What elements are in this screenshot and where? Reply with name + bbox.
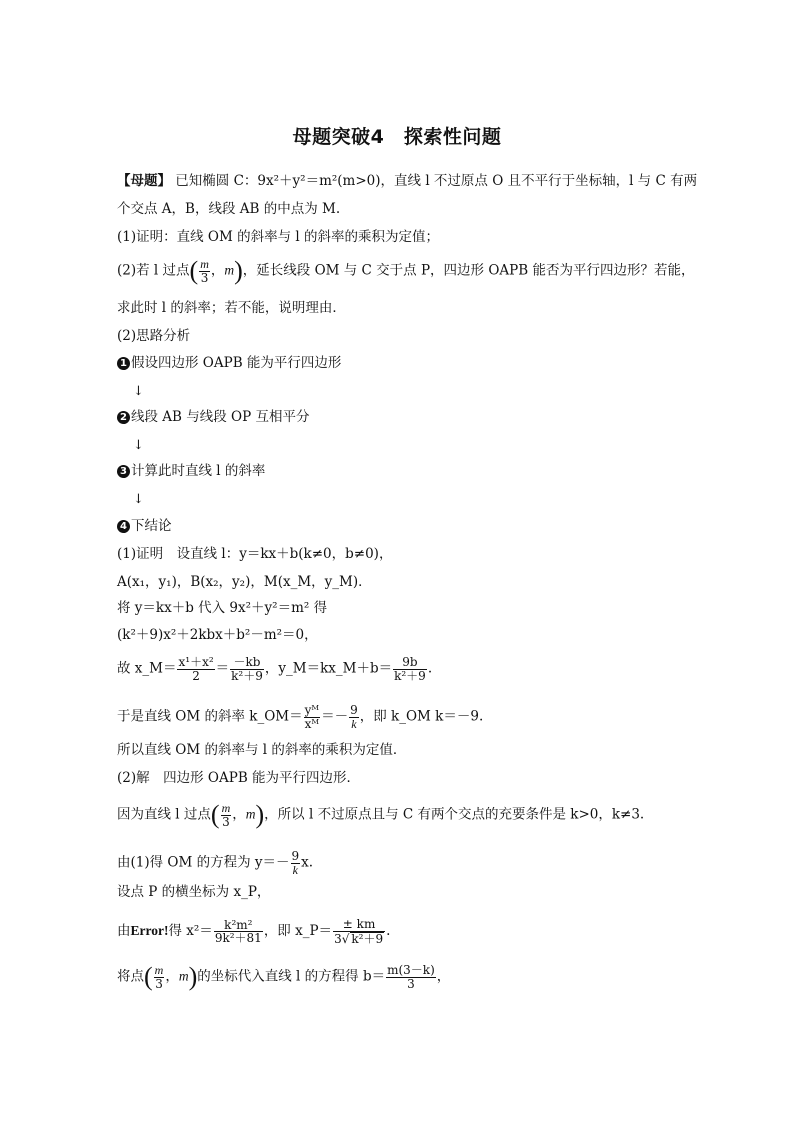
solution-line-7: 所以直线 OM 的斜率与 l 的斜率的乘积为定值．: [117, 742, 407, 758]
part2-prefix: (2)若 l 过点: [117, 262, 190, 279]
problem-ellipse: C：9x²＋y²＝m²(m>0)，直线 l 不过原点 O 且不平行于坐标轴，l 与 C 有两: [233, 173, 698, 189]
solution-line-9: 因为直线 l 过点( $\frac{m}{3}$ ，m)，所以 l 不过原点且与 C 有两个交点的充要条件是 k>0，k≠3.: [117, 800, 645, 830]
fraction-b-value: $\frac{m(3-k)}{3}$: [387, 963, 435, 991]
fraction-m-over-3: $\frac{m}{3}$: [221, 801, 231, 829]
fraction-9b: $\frac{9b}{\text{k²＋9}}$: [394, 655, 426, 683]
solution-line-5: 故 x_M＝ $\frac{\text{x¹＋x²}}{2}$ ＝ $\frac{-kb}{\text{k²＋9}}$ ，y_M＝kx_M＋b＝ $\frac{9b}{\text{k²＋9}}$ .: [117, 655, 433, 683]
problem-part-2-cont: 求此时 l 的斜率；若不能，说明理由．: [117, 300, 346, 316]
fraction-kb: $\frac{-kb}{\text{k²＋9}}$: [231, 655, 263, 683]
problem-line-1: [117, 175, 697, 189]
solution-line-2: A(x₁，y₁)，B(x₂，y₂)，M(x_M，y_M)．: [117, 574, 372, 590]
problem-line-2: 个交点 A，B，线段 AB 的中点为 M.: [117, 201, 341, 217]
down-arrow-icon: ↓: [133, 492, 144, 507]
solution-line-8: (2)解 四边形 OAPB 能为平行四边形．: [117, 770, 361, 786]
analysis-step-3: 3 计算此时直线 l 的斜率: [117, 465, 265, 479]
solution-line-4: (k²＋9)x²＋2kbx＋b²－m²＝0，: [117, 627, 318, 643]
down-arrow-icon: ↓: [133, 438, 144, 453]
solution-line-10: 由(1)得 OM 的方程为 y＝－ $\frac{9}{k}$ x.: [117, 849, 314, 877]
circled-number-3: 3: [117, 465, 130, 478]
fraction-m-over-3: $\frac{m}{3}$: [200, 257, 209, 285]
analysis-step-2: 2 线段 AB 与线段 OP 互相平分: [117, 411, 310, 425]
solution-line-12: 由Error!得 x²＝ $\frac{\text{k²m²}}{\text{9k²＋81}}$ ，即 x_P＝ $\frac{\pm km}{\text{3√ k²＋9}}$ .: [117, 917, 391, 946]
solution-line-6: 于是直线 OM 的斜率 k_OM＝ $\frac{\text{yᴹ}}{\text{xᴹ}}$ ＝－ $\frac{9}{k}$ ，即 k_OM k＝－9.: [117, 703, 484, 731]
problem-tag: 【母题】: [117, 173, 171, 189]
solution-line-11: 设点 P 的横坐标为 x_P，: [117, 884, 271, 900]
fraction-xp: $\frac{\pm km}{\text{3√ k²＋9}}$: [334, 917, 384, 946]
fraction-yM-xM: $\frac{\text{yᴹ}}{\text{xᴹ}}$: [304, 703, 320, 731]
solution-line-3: 将 y＝kx＋b 代入 9x²＋y²＝m² 得: [117, 600, 328, 616]
circled-number-1: 1: [117, 357, 130, 370]
page-title: 母题突破4 探索性问题: [292, 126, 502, 148]
fraction-m-over-3: $\frac{m}{3}$: [154, 963, 164, 991]
part2-suffix: ，延长线段 OM 与 C 交于点 P，四边形 OAPB 能否为平行四边形？若能，: [242, 262, 695, 279]
solution-line-13: 将点( $\frac{m}{3}$ ，m)的坐标代入直线 l 的方程得 b＝ $\frac{m(3-k)}{3}$ ，: [117, 962, 451, 992]
problem-part-2: (2)若 l 过点( $\frac{m}{3}$ ，m)，延长线段 OM 与 C 交于点 P，四边形 OAPB 能否为平行四边形？若能，: [117, 256, 695, 286]
fraction-9-k: $\frac{9}{k}$: [350, 703, 358, 731]
error-text: Error!: [130, 923, 169, 939]
circled-number-2: 2: [117, 411, 130, 424]
analysis-step-4: 4 下结论: [117, 520, 172, 534]
fraction-k2m2: $\frac{\text{k²m²}}{\text{9k²＋81}}$: [214, 917, 262, 946]
problem-intro: 已知椭圆: [175, 173, 230, 189]
analysis-heading: (2)思路分析: [117, 328, 191, 344]
circled-number-4: 4: [117, 520, 130, 533]
analysis-step-1: 1 假设四边形 OAPB 能为平行四边形: [117, 357, 341, 371]
fraction-xsum: $\frac{\text{x¹＋x²}}{2}$: [178, 655, 214, 683]
problem-part-1: (1)证明：直线 OM 的斜率与 l 的斜率的乘积为定值；: [117, 229, 439, 245]
down-arrow-icon: ↓: [133, 384, 144, 399]
solution-line-1: (1)证明 设直线 l：y＝kx＋b(k≠0，b≠0)，: [117, 546, 393, 562]
fraction-9-k: $\frac{9}{k}$: [291, 849, 300, 877]
